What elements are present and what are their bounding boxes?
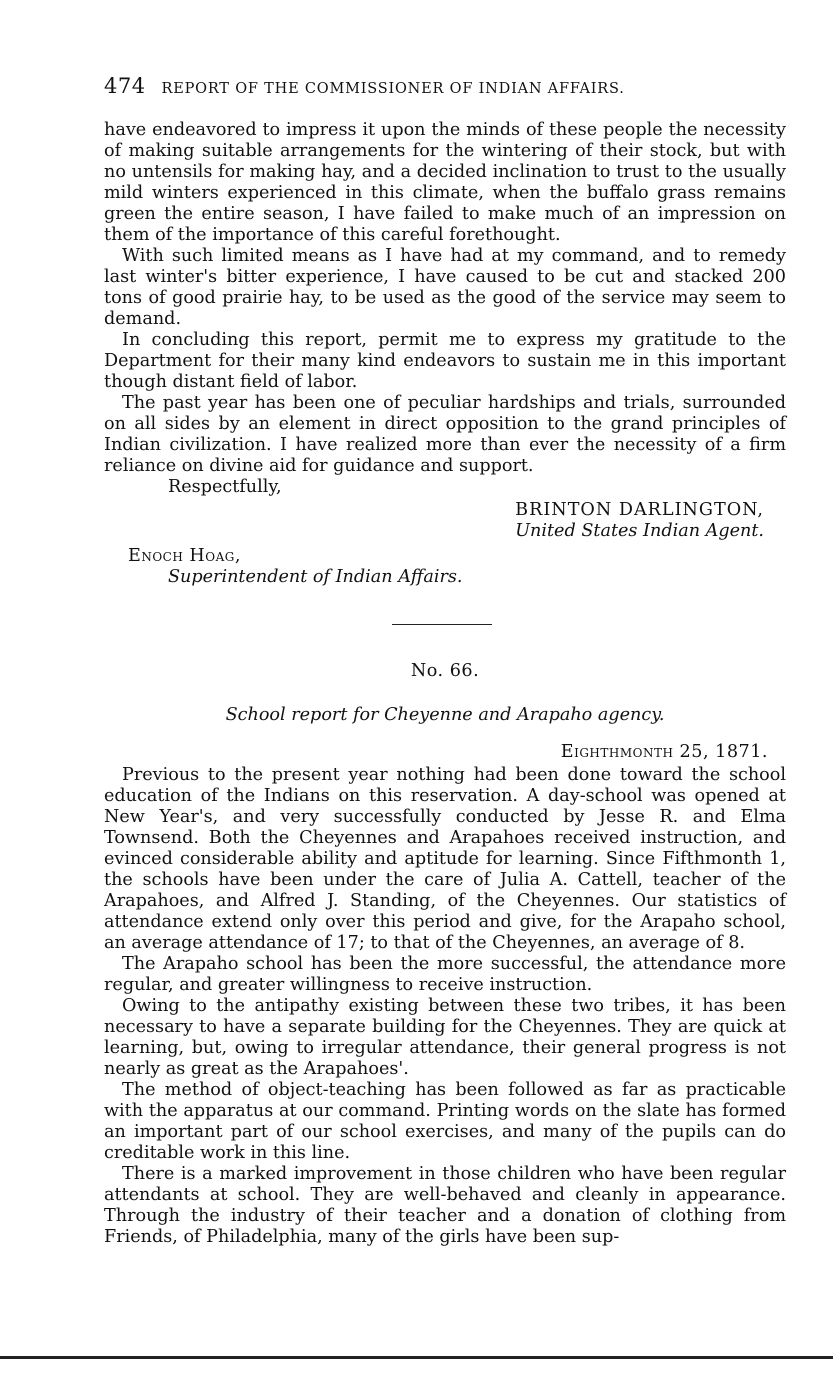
section-divider	[392, 624, 492, 625]
paragraph: Owing to the antipathy existing between these two tribes, it has been necessary to have a separate building for the Cheyennes. They are quick at learning, but, owing to irregular attendance, their general progress is not nearly as great as the Arapahoes'.	[104, 996, 786, 1079]
page-bottom-edge	[0, 1356, 833, 1359]
paragraph: With such limited means as I have had at my command, and to remedy last winter's bitter experience, I have caused to be cut and stacked 200 tons of good prairie hay, to be used as the good of the service may seem to demand.	[104, 246, 786, 329]
paragraph: In concluding this report, permit me to express my gratitude to the Department for their many kind endeavors to sustain me in this important though distant field of labor.	[104, 330, 786, 392]
paragraph: There is a marked improvement in those children who have been regular attendants at school. They are well-behaved and cleanly in appearance. Through the industry of their teacher and a donation of clothing from Friends, of Philadelphia, many of the girls have been sup-	[104, 1164, 786, 1247]
signature-title: United States Indian Agent.	[515, 521, 764, 541]
paragraph: The past year has been one of peculiar hardships and trials, surrounded on all sides by an element in direct opposition to the grand principles of Indian civilization. I have realized more than ever the necessity of a firm reliance on divine aid for guidance and support.	[104, 393, 786, 476]
paragraph: The method of object-teaching has been followed as far as practicable with the apparatus at our command. Printing words on the slate has formed an important part of our school exercises, and many of the pupils can do creditable work in this line.	[104, 1080, 786, 1163]
paragraph: Previous to the present year nothing had been done toward the school education of the Indians on this reservation. A day-school was opened at New Year's, and very successfully conducted by Jesse R. and Elma Townsend. Both the Cheyennes and Arapahoes received instruction, and evinced considerable ability and aptitude for learning. Since Fifthmonth 1, the schools have been under the care of Julia A. Cattell, teacher of the Arapahoes, and Alfred J. Standing, of the Cheyennes. Our statistics of attendance extend only over this period and give, for the Arapaho school, an average attendance of 17; to that of the Cheyennes, an average of 8.	[104, 765, 786, 953]
date-line: Eighthmonth 25, 1871.	[560, 742, 768, 762]
addressee-name: Enoch Hoag,	[128, 546, 241, 566]
paragraph: The Arapaho school has been the more successful, the attendance more regular, and greater willingness to receive instruction.	[104, 954, 786, 995]
closing: Respectfully,	[168, 477, 282, 497]
header-title: REPORT OF THE COMMISSIONER OF INDIAN AFFAIRS.	[161, 81, 625, 97]
section-title: School report for Cheyenne and Arapaho agency.	[225, 705, 665, 725]
signature-name: BRINTON DARLINGTON,	[515, 500, 764, 520]
page-number: 474	[104, 74, 146, 98]
document-number: No. 66.	[410, 661, 480, 681]
document-body	[104, 120, 786, 1248]
running-header	[104, 74, 764, 98]
paragraph: have endeavored to impress it upon the minds of these people the necessity of making suitable arrangements for the wintering of their stock, but with no untensils for making hay, and a decided inclination to trust to the usually mild winters experienced in this climate, when the buffalo grass remains green the entire season, I have failed to make much of an impression on them of the importance of this careful forethought.	[104, 120, 786, 245]
addressee-title: Superintendent of Indian Affairs.	[168, 567, 463, 587]
